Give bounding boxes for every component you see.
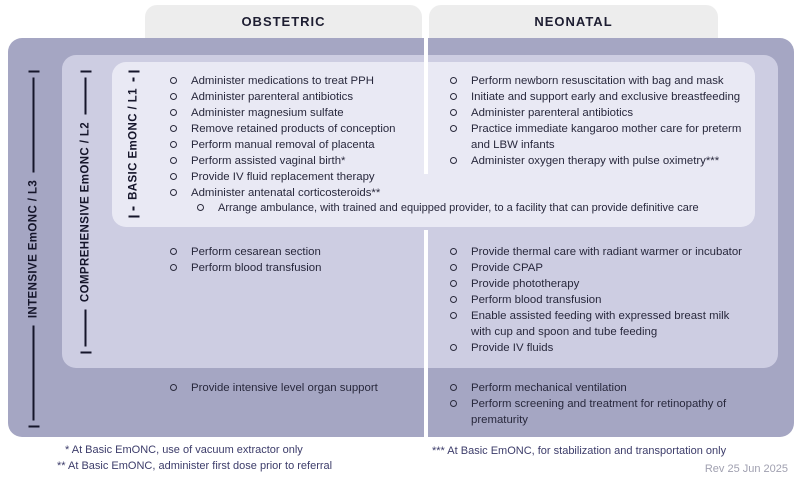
service-item	[450, 276, 746, 292]
service-item	[450, 396, 746, 428]
bullet-icon	[170, 248, 177, 255]
service-item-text: Perform blood transfusion	[471, 294, 602, 306]
bullet-icon	[170, 77, 177, 84]
basic-obstetric-list	[170, 73, 422, 201]
service-item-text: Perform blood transfusion	[191, 262, 322, 274]
service-item	[170, 185, 422, 201]
service-item	[450, 260, 746, 276]
bullet-icon	[450, 109, 457, 116]
service-item	[170, 137, 422, 153]
service-item	[170, 169, 422, 185]
level-label-intensive-text: INTENSIVE EmONC / L3	[27, 179, 39, 318]
bullet-icon	[450, 77, 457, 84]
service-item	[450, 73, 746, 89]
service-item-text: Provide IV fluid replacement therapy	[191, 171, 375, 183]
level-label-intensive-l3	[22, 70, 44, 427]
bullet-icon	[170, 93, 177, 100]
service-item-text: Perform manual removal of placenta	[191, 139, 375, 151]
bullet-icon	[170, 109, 177, 116]
column-header-obstetric-label: OBSTETRIC	[241, 14, 326, 29]
service-item	[170, 260, 422, 276]
service-item	[450, 292, 746, 308]
footnote-stabilization: *** At Basic EmONC, for stabilization and transportation only	[432, 445, 727, 457]
line-cap-icon	[28, 425, 39, 427]
service-item	[450, 153, 746, 169]
service-item	[450, 380, 746, 396]
comprehensive-obstetric-list	[170, 244, 422, 276]
footnote-vacuum-extractor: * At Basic EmONC, use of vacuum extractor only	[65, 444, 303, 456]
line-cap-icon	[80, 70, 91, 72]
service-item-text: Administer parenteral antibiotics	[471, 107, 634, 119]
service-item	[450, 308, 746, 340]
service-item	[450, 244, 746, 260]
line-rule	[84, 309, 86, 346]
bullet-icon	[450, 344, 457, 351]
bullet-icon	[170, 157, 177, 164]
service-item-text: Provide intensive level organ support	[191, 382, 378, 394]
bullet-icon	[450, 248, 457, 255]
level-label-basic-l1	[122, 70, 144, 217]
bullet-icon	[170, 384, 177, 391]
service-item-text: Remove retained products of conception	[191, 123, 396, 135]
bullet-icon	[170, 264, 177, 271]
intensive-obstetric-list	[170, 380, 422, 396]
bullet-icon	[197, 204, 204, 211]
bullet-icon	[450, 264, 457, 271]
bullet-icon	[450, 280, 457, 287]
service-item-text: Provide IV fluids	[471, 342, 554, 354]
revision-date: Rev 25 Jun 2025	[704, 463, 788, 475]
column-header-neonatal-label: NEONATAL	[534, 14, 613, 29]
line-rule	[132, 77, 134, 81]
bullet-icon	[450, 296, 457, 303]
basic-neonatal-list	[450, 73, 746, 169]
service-item	[170, 153, 422, 169]
line-rule	[132, 206, 134, 210]
service-item-text: Perform newborn resuscitation with bag and mask	[471, 75, 724, 87]
bullet-icon	[170, 141, 177, 148]
service-item-text: Initiate and support early and exclusive breastfeeding	[471, 91, 741, 103]
service-item	[170, 244, 422, 260]
service-item-text: Administer oxygen therapy with pulse oximetry***	[471, 155, 720, 167]
service-item-text: Enable assisted feeding with expressed breast milk with cup and spoon and tube feeding	[471, 310, 730, 338]
service-item	[170, 121, 422, 137]
service-item-text: Perform assisted vaginal birth*	[191, 155, 346, 167]
line-rule	[84, 77, 86, 114]
basic-shared-referral-item	[197, 200, 699, 216]
bullet-icon	[450, 157, 457, 164]
service-item	[170, 380, 422, 396]
column-divider-top	[424, 38, 428, 174]
column-header-obstetric	[145, 5, 422, 38]
service-item	[450, 89, 746, 105]
service-item-text: Provide phototherapy	[471, 278, 580, 290]
service-item-text: Administer antenatal corticosteroids**	[191, 187, 381, 199]
service-item-text: Perform cesarean section	[191, 246, 321, 258]
service-item	[450, 121, 746, 153]
service-item-text: Provide CPAP	[471, 262, 543, 274]
service-item-text: Perform mechanical ventilation	[471, 382, 627, 394]
level-label-basic-text: BASIC EmONC / L1	[127, 87, 139, 200]
line-cap-icon	[80, 351, 91, 353]
service-item-text: Practice immediate kangaroo mother care for preterm and LBW infants	[471, 123, 742, 151]
line-cap-icon	[128, 215, 139, 217]
footnote-first-dose: ** At Basic EmONC, administer first dose prior to referral	[57, 460, 333, 472]
column-header-neonatal	[429, 5, 718, 38]
basic-shared-referral-text: Arrange ambulance, with trained and equipped provider, to a facility that can provide definitive care	[218, 202, 699, 214]
service-item	[170, 105, 422, 121]
service-item	[450, 340, 746, 356]
service-item	[170, 89, 422, 105]
line-cap-icon	[128, 70, 139, 72]
service-item-text: Provide thermal care with radiant warmer or incubator	[471, 246, 742, 258]
service-item-text: Perform screening and treatment for retinopathy of prematurity	[471, 398, 727, 426]
bullet-icon	[170, 125, 177, 132]
line-cap-icon	[28, 70, 39, 72]
comprehensive-neonatal-list	[450, 244, 746, 356]
bullet-icon	[170, 189, 177, 196]
bullet-icon	[450, 93, 457, 100]
line-rule	[32, 77, 34, 172]
bullet-icon	[450, 384, 457, 391]
service-item-text: Administer medications to treat PPH	[191, 75, 374, 87]
bullet-icon	[450, 125, 457, 132]
service-item-text: Administer parenteral antibiotics	[191, 91, 354, 103]
level-label-comprehensive-text: COMPREHENSIVE EmONC / L2	[79, 121, 91, 302]
service-item	[450, 105, 746, 121]
column-divider-bottom	[424, 230, 428, 437]
bullet-icon	[450, 400, 457, 407]
intensive-neonatal-list	[450, 380, 746, 428]
level-label-comprehensive-l2	[74, 70, 96, 353]
bullet-icon	[170, 173, 177, 180]
service-item-text: Administer magnesium sulfate	[191, 107, 344, 119]
bullet-icon	[450, 312, 457, 319]
line-rule	[32, 325, 34, 420]
service-item	[170, 73, 422, 89]
